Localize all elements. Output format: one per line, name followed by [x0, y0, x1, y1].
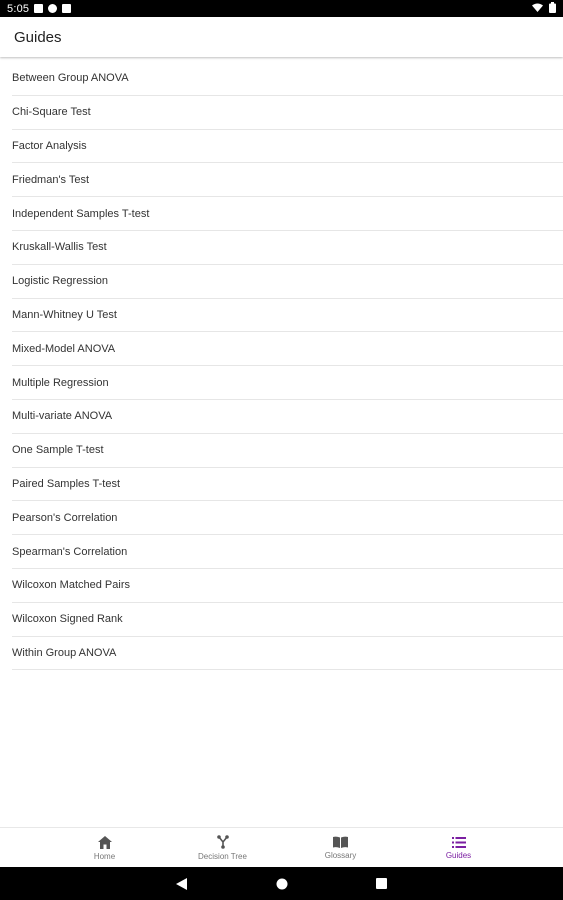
nav-home-label: Home [93, 851, 116, 861]
system-nav-bar [0, 867, 563, 900]
list-item[interactable]: Wilcoxon Matched Pairs [12, 569, 563, 603]
nav-decision-tree[interactable] [164, 828, 282, 868]
battery-icon [549, 2, 556, 16]
status-bar [0, 0, 563, 17]
status-right [532, 2, 556, 16]
wifi-icon [532, 3, 543, 15]
list-item[interactable]: Multi-variate ANOVA [12, 400, 563, 434]
list-icon [452, 837, 466, 848]
page-title: Guides [14, 28, 62, 46]
decision-tree-icon [217, 835, 229, 849]
guides-list [12, 62, 563, 670]
sd-card-icon [62, 4, 71, 13]
list-item[interactable]: Pearson's Correlation [12, 501, 563, 535]
nav-guides[interactable] [400, 828, 518, 868]
status-time: 5:05 [7, 2, 30, 15]
bottom-nav [0, 827, 563, 867]
nav-glossary[interactable] [282, 828, 400, 868]
list-item[interactable]: Between Group ANOVA [12, 62, 563, 96]
home-circle-icon[interactable] [272, 874, 292, 894]
list-item[interactable]: One Sample T-test [12, 434, 563, 468]
nav-home[interactable] [46, 828, 164, 868]
status-left [7, 3, 71, 15]
list-item[interactable]: Factor Analysis [12, 130, 563, 164]
recents-icon[interactable] [372, 874, 392, 894]
app-icon [48, 4, 57, 13]
list-item[interactable]: Chi-Square Test [12, 96, 563, 130]
app-bar [0, 17, 563, 57]
home-icon [98, 836, 112, 849]
list-item[interactable]: Spearman's Correlation [12, 535, 563, 569]
list-item[interactable]: Mixed-Model ANOVA [12, 332, 563, 366]
list-item[interactable]: Wilcoxon Signed Rank [12, 603, 563, 637]
list-item[interactable]: Within Group ANOVA [12, 637, 563, 671]
list-item[interactable]: Kruskall-Wallis Test [12, 231, 563, 265]
nav-guides-label: Guides [445, 850, 472, 860]
list-item[interactable]: Mann-Whitney U Test [12, 299, 563, 333]
notification-icon [34, 4, 43, 13]
nav-glossary-label: Glossary [324, 851, 357, 860]
list-item[interactable]: Multiple Regression [12, 366, 563, 400]
nav-decision-tree-label: Decision Tree [198, 852, 247, 861]
list-item[interactable]: Logistic Regression [12, 265, 563, 299]
list-item[interactable]: Paired Samples T-test [12, 468, 563, 502]
back-icon[interactable] [172, 874, 192, 894]
list-item[interactable]: Friedman's Test [12, 163, 563, 197]
book-icon [333, 836, 348, 848]
list-item[interactable]: Independent Samples T-test [12, 197, 563, 231]
